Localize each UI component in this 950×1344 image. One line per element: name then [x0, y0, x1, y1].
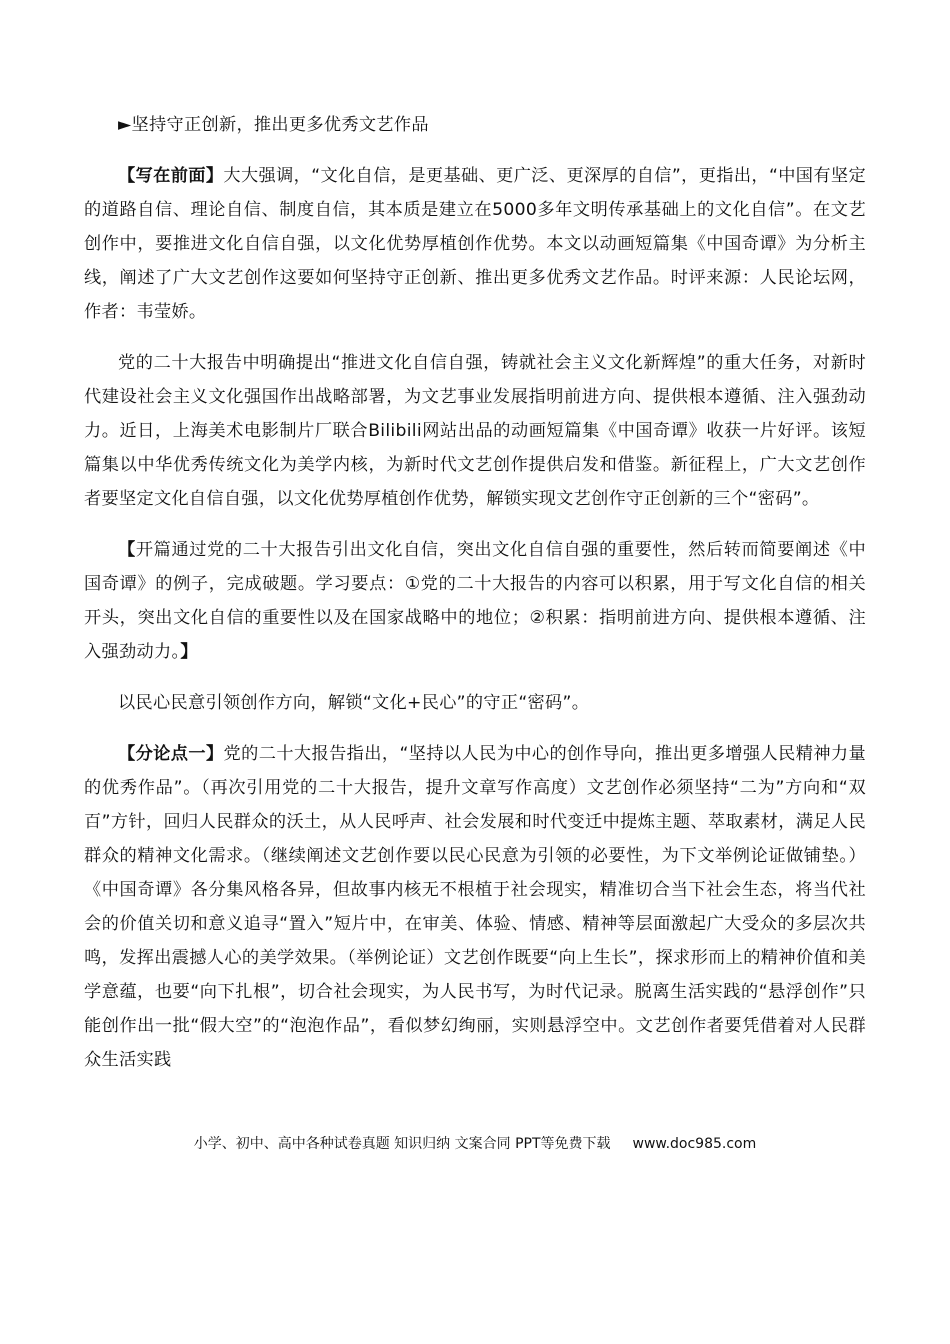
footer-url: www.doc985.com: [632, 1136, 757, 1152]
paragraph-tag-end: 】: [180, 642, 198, 662]
paragraph-text: 党的二十大报告指出，“坚持以人民为中心的创作导向，推出更多增强人民精神力量的优秀作品”。（再次引用党的二十大报告，提升文章写作高度）文艺创作必须坚持“二为”方向和“双百”方针，回归人民群众的沃土，从人民呼声、社会发展和时代变迁中提炼主题、萃取素材，满足人民群众的精神文化需求。（继续阐述文艺创作要以民心民意为引领的必要性，为下文举例论证做铺垫。）《中国奇谭》各分集风格各异，但故事内核无不根植于社会现实，精准切合当下社会生态，将当代社会的价值关切和意义追寻“置入”短片中，在审美、体验、情感、精神等层面激起广大受众的多层次共鸣，发挥出震撼人心的美学效果。（举例论证）文艺创作既要“向上生长”，探求形而上的精神价值和美学意蕴，也要“向下扎根”，切合社会现实，为人民书写，为时代记录。脱离生活实践的“悬浮创作”只能创作出一批“假大空”的“泡泡作品”，看似梦幻绚丽，实则悬浮空中。文艺创作者要凭借着对人民群众生活实践: [84, 744, 866, 1070]
paragraph-argument-one: [84, 737, 866, 1077]
article-body: [84, 108, 866, 1094]
paragraph-text: 大大强调，“文化自信，是更基础、更广泛、更深厚的自信”，更指出，“中国有坚定的道路自信、理论自信、制度自信，其本质是建立在5000多年文明传承基础上的文化自信”。在文艺创作中，要推进文化自信自强，以文化优势厚植创作优势。本文以动画短篇集《中国奇谭》为分析主线，阐述了广大文艺创作这要如何坚持守正创新、推出更多优秀文艺作品。时评来源：人民论坛网，作者：韦莹娇。: [84, 166, 866, 322]
paragraph-subheading: [84, 686, 866, 720]
paragraph-note: [84, 533, 866, 669]
paragraph-tag: 【写在前面】: [118, 166, 224, 186]
paragraph-tag: 【分论点一】: [118, 744, 224, 764]
paragraph-body: [84, 346, 866, 516]
paragraph-tag: 【: [118, 540, 136, 560]
paragraph-text: 党的二十大报告中明确提出“推进文化自信自强，铸就社会主义文化新辉煌”的重大任务，对新时代建设社会主义文化强国作出战略部署，为文艺事业发展指明前进方向、提供根本遵循、注入强劲动力。近日，上海美术电影制片厂联合Bilibili网站出品的动画短篇集《中国奇谭》收获一片好评。该短篇集以中华优秀传统文化为美学内核，为新时代文艺创作提供启发和借鉴。新征程上，广大文艺创作者要坚定文化自信自强，以文化优势厚植创作优势，解锁实现文艺创作守正创新的三个“密码”。: [84, 353, 866, 509]
paragraph-intro: [84, 159, 866, 329]
page-footer: [0, 1130, 950, 1158]
footer-text: 小学、初中、高中各种试卷真题 知识归纳 文案合同 PPT等免费下载: [193, 1136, 611, 1152]
paragraph-text: 以民心民意引领创作方向，解锁“文化+民心”的守正“密码”。: [118, 693, 590, 713]
section-heading: ►坚持守正创新，推出更多优秀文艺作品: [118, 115, 429, 135]
paragraph-text: 开篇通过党的二十大报告引出文化自信，突出文化自信自强的重要性，然后转而简要阐述《中国奇谭》的例子，完成破题。学习要点：①党的二十大报告的内容可以积累，用于写文化自信的相关开头，突出文化自信的重要性以及在国家战略中的地位；②积累：指明前进方向、提供根本遵循、注入强劲动力。: [84, 540, 866, 662]
